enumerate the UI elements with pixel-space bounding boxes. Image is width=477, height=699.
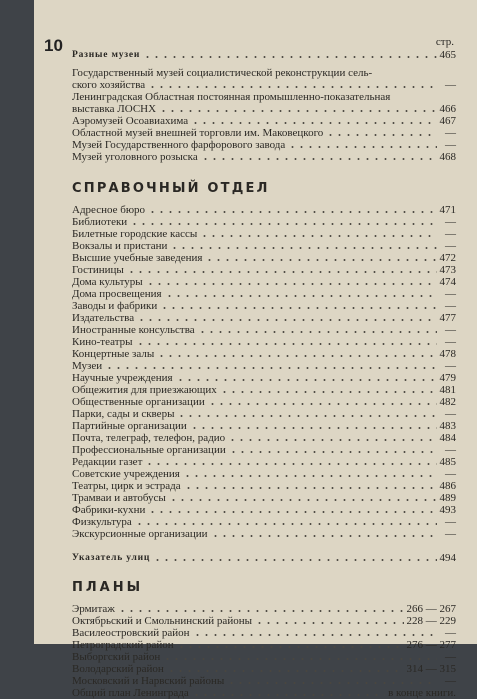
dot-leader	[201, 151, 437, 161]
entry-page: —	[445, 228, 456, 240]
page-number: 10	[44, 36, 63, 55]
entry-page: —	[445, 336, 456, 348]
toc-entry	[72, 432, 456, 444]
dot-leader	[165, 288, 437, 298]
dot-leader	[157, 348, 436, 358]
entry-page: 314 — 315	[406, 663, 456, 675]
entry-page: —	[445, 127, 456, 139]
dot-leader	[288, 139, 437, 149]
toc-entry	[72, 420, 456, 432]
entry-page: 481	[439, 384, 456, 396]
dot-leader	[208, 396, 437, 406]
dot-leader	[183, 468, 437, 478]
toc-entry	[72, 240, 456, 252]
dot-leader	[205, 252, 436, 262]
dot-leader	[159, 103, 436, 113]
toc-entry	[72, 396, 456, 408]
entry-label: Кино-театры	[72, 336, 133, 348]
entry-label: Парки, сады и скверы	[72, 408, 175, 420]
toc-entry	[72, 627, 456, 639]
toc-entry	[72, 204, 456, 216]
entry-page: 489	[439, 492, 456, 504]
toc-entry	[72, 324, 456, 336]
dot-leader	[118, 603, 404, 613]
dot-leader	[167, 663, 404, 673]
entry-label: Выборгский район	[72, 651, 161, 663]
entry-label: Московский и Нарвский районы	[72, 675, 225, 687]
entry-page: —	[445, 468, 456, 480]
entry-page: 466	[439, 103, 456, 115]
entry-label: Общежития для приезжающих	[72, 384, 217, 396]
entry-label: Билетные городские кассы	[72, 228, 198, 240]
misc-museums-list	[72, 67, 456, 163]
dot-leader	[192, 687, 385, 697]
reference-section-title: СПРАВОЧНЫЙ ОТДЕЛ	[72, 181, 270, 196]
entry-label: Музеи	[72, 360, 103, 372]
entry-label: Трамваи и автобусы	[72, 492, 166, 504]
toc-entry	[72, 492, 456, 504]
toc-entry	[72, 408, 456, 420]
street-index-page: 494	[439, 552, 456, 564]
entry-label: Василеостровский район	[72, 627, 190, 639]
toc-entry	[72, 603, 456, 615]
entry-page: 479	[439, 372, 456, 384]
entry-label: Общий план Ленинграда	[72, 687, 189, 699]
entry-label: Профессиональные организации	[72, 444, 226, 456]
entry-label: Советские учреждения	[72, 468, 180, 480]
entry-page: 478	[439, 348, 456, 360]
toc-entry	[72, 312, 456, 324]
dot-leader	[153, 552, 436, 562]
entry-page: —	[445, 360, 456, 372]
entry-page: 473	[439, 264, 456, 276]
dot-leader	[211, 528, 437, 538]
entry-page: —	[445, 675, 456, 687]
dot-leader	[148, 79, 437, 89]
toc-entry	[72, 504, 456, 516]
entry-page: 468	[439, 151, 456, 163]
toc-entry	[72, 127, 456, 139]
entry-label: Заводы и фабрики	[72, 300, 158, 312]
dot-leader	[177, 639, 404, 649]
entry-label: Аэромузей Осоавиахима	[72, 115, 189, 127]
entry-page: —	[445, 216, 456, 228]
dot-leader	[163, 651, 437, 661]
toc-entry	[72, 216, 456, 228]
entry-page: —	[445, 651, 456, 663]
entry-page: —	[445, 516, 456, 528]
dot-leader	[190, 420, 437, 430]
plans-section-title: ПЛАНЫ	[72, 580, 144, 595]
dot-leader	[148, 204, 436, 214]
entry-label: Концертные залы	[72, 348, 155, 360]
toc-entry	[72, 360, 456, 372]
toc-entry	[72, 348, 456, 360]
entry-label: Музей уголовного розыска	[72, 151, 198, 163]
entry-label-line: Ленинградская Областная постоянная промышленно-показательная	[72, 91, 391, 103]
dot-leader	[160, 300, 437, 310]
entry-page: —	[445, 408, 456, 420]
entry-label: Адресное бюро	[72, 204, 146, 216]
toc-entry	[72, 384, 456, 396]
entry-label: ского хозяйства	[72, 79, 146, 91]
entry-label: Дома просвещения	[72, 288, 162, 300]
entry-label: Библиотеки	[72, 216, 128, 228]
toc-entry	[72, 336, 456, 348]
dot-leader	[176, 372, 437, 382]
entry-label: Петроградский район	[72, 639, 174, 651]
toc-entry	[72, 456, 456, 468]
entry-label: Почта, телеграф, телефон, радио	[72, 432, 226, 444]
toc-entry	[72, 103, 456, 115]
dot-leader	[220, 384, 437, 394]
dot-leader	[169, 492, 437, 502]
entry-label: Партийные организации	[72, 420, 187, 432]
toc-entry	[72, 480, 456, 492]
dot-leader	[105, 360, 437, 370]
dot-leader	[145, 456, 436, 466]
toc-entry	[72, 516, 456, 528]
entry-label: Иностранные консульства	[72, 324, 195, 336]
entry-page: 483	[439, 420, 456, 432]
entry-label: Театры, цирк и эстрада	[72, 480, 181, 492]
dot-leader	[198, 324, 437, 334]
entry-label: Областной музей внешней торговли им. Маковецкого	[72, 127, 324, 139]
toc-entry	[72, 651, 456, 663]
dot-leader	[146, 276, 437, 286]
entry-page: 266 — 267	[406, 603, 456, 615]
entry-page: —	[445, 300, 456, 312]
entry-page: 486	[439, 480, 456, 492]
entry-label-line: Государственный музей социалистической реконструкции сель-	[72, 67, 373, 79]
table-of-contents	[72, 36, 456, 699]
entry-label: Эрмитаж	[72, 603, 115, 615]
dot-leader	[130, 216, 437, 226]
dot-leader	[326, 127, 437, 137]
entry-page: 228 — 229	[406, 615, 456, 627]
entry-page: 482	[439, 396, 456, 408]
entry-label: Вокзалы и пристани	[72, 240, 168, 252]
street-index-entry	[72, 552, 456, 564]
misc-museums-page: 465	[439, 49, 456, 61]
entry-page: 477	[439, 312, 456, 324]
dot-leader	[228, 432, 436, 442]
dot-leader	[137, 312, 436, 322]
entry-label: Октябрьский и Смольнинский районы	[72, 615, 252, 627]
toc-entry	[72, 151, 456, 163]
entry-label: выставка ЛОСНХ	[72, 103, 157, 115]
dot-leader	[170, 240, 437, 250]
entry-page: 485	[439, 456, 456, 468]
entry-page: —	[445, 139, 456, 151]
toc-entry	[72, 288, 456, 300]
reference-list	[72, 204, 456, 540]
entry-label: Физкультура	[72, 516, 132, 528]
entry-label: Общественные организации	[72, 396, 205, 408]
dot-leader	[136, 336, 437, 346]
dot-leader	[255, 615, 404, 625]
entry-page: —	[445, 528, 456, 540]
dot-leader	[200, 228, 437, 238]
entry-page: 471	[439, 204, 456, 216]
entry-label: Издательства	[72, 312, 135, 324]
toc-entry	[72, 115, 456, 127]
dot-leader	[127, 264, 437, 274]
toc-entry	[72, 468, 456, 480]
dot-leader	[191, 115, 436, 125]
entry-label: Научные учреждения	[72, 372, 173, 384]
entry-label: Дома культуры	[72, 276, 143, 288]
misc-museums-heading	[72, 49, 456, 61]
book-page	[34, 0, 477, 699]
toc-entry	[72, 372, 456, 384]
toc-entry	[72, 300, 456, 312]
entry-page: 276 — 277	[406, 639, 456, 651]
dot-leader	[193, 627, 438, 637]
entry-page: —	[445, 627, 456, 639]
entry-page: —	[445, 240, 456, 252]
toc-entry	[72, 276, 456, 288]
entry-label: Высшие учебные заведения	[72, 252, 203, 264]
dot-leader	[177, 408, 437, 418]
entry-page: —	[445, 444, 456, 456]
dot-leader	[148, 504, 436, 514]
entry-label: Музей Государственного фарфорового завода	[72, 139, 286, 151]
toc-entry	[72, 639, 456, 651]
toc-entry	[72, 264, 456, 276]
entry-page: 474	[439, 276, 456, 288]
entry-page: —	[445, 324, 456, 336]
entry-label: Гостиницы	[72, 264, 124, 276]
misc-museums-title: Разные музеи	[72, 50, 141, 60]
entry-page: 467	[439, 115, 456, 127]
toc-entry	[72, 444, 456, 456]
entry-page: в конце книги.	[388, 687, 456, 699]
entry-page: —	[445, 79, 456, 91]
dot-leader	[143, 49, 436, 59]
entry-page: 493	[439, 504, 456, 516]
toc-entry	[72, 663, 456, 675]
toc-entry	[72, 675, 456, 687]
toc-entry	[72, 228, 456, 240]
dot-leader	[227, 675, 437, 685]
plans-list	[72, 603, 456, 699]
toc-entry	[72, 528, 456, 540]
page-column-header: стр.	[435, 36, 454, 48]
toc-entry	[72, 252, 456, 264]
dot-leader	[184, 480, 437, 490]
entry-page: 484	[439, 432, 456, 444]
toc-entry	[72, 615, 456, 627]
toc-entry	[72, 687, 456, 699]
entry-label: Редакции газет	[72, 456, 143, 468]
dot-leader	[135, 516, 437, 526]
toc-entry	[72, 139, 456, 151]
dot-leader	[229, 444, 437, 454]
entry-page: 472	[439, 252, 456, 264]
entry-label: Володарский район	[72, 663, 164, 675]
street-index-title: Указатель улиц	[72, 553, 151, 563]
toc-entry	[72, 79, 456, 91]
entry-label: Фабрики-кухни	[72, 504, 146, 516]
entry-page: —	[445, 288, 456, 300]
entry-label: Экскурсионные организации	[72, 528, 208, 540]
